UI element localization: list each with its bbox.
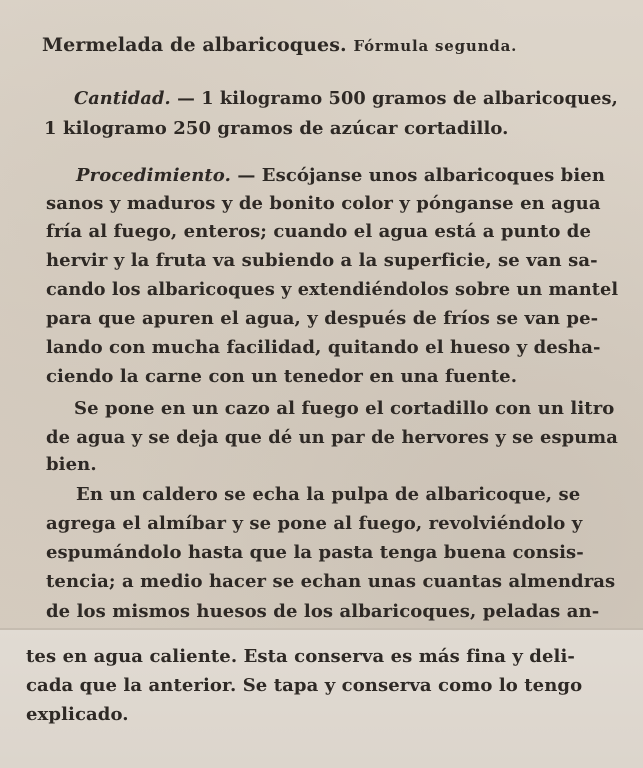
paragraph2-line-1: Se pone en un cazo al fuego el cortadillo con un litro: [74, 398, 615, 419]
paragraph3-line-7: cada que la anterior. Se tapa y conserva como lo tengo: [26, 675, 583, 696]
paragraph3-line-8: explicado.: [26, 704, 129, 725]
page-fold-divider: [0, 628, 643, 630]
procedimiento-line-4: hervir y la fruta va subiendo a la superficie, se van sa-: [46, 250, 598, 271]
procedimiento-line-3: fría al fuego, enteros; cuando el agua está a punto de: [46, 221, 592, 242]
procedimiento-line-6: para que apuren el agua, y después de fríos se van pe-: [46, 308, 599, 329]
paragraph2-line-2: de agua y se deja que dé un par de hervores y se espuma: [46, 427, 618, 448]
paragraph3-line-1: En un caldero se echa la pulpa de albaricoque, se: [76, 484, 581, 505]
procedimiento-line-7: lando con mucha facilidad, quitando el hueso y desha-: [46, 337, 601, 358]
procedimiento-label: Procedimiento.: [76, 165, 231, 186]
recipe-title: [42, 34, 517, 57]
paragraph3-line-5: de los mismos huesos de los albaricoques, peladas an-: [46, 601, 600, 622]
paragraph3-line-4: tencia; a medio hacer se echan unas cuantas almendras: [46, 571, 616, 592]
paragraph3-line-3: espumándolo hasta que la pasta tenga buena consis-: [46, 542, 584, 563]
procedimiento-line-5: cando los albaricoques y extendiéndolos sobre un mantel: [46, 279, 619, 300]
cantidad-line-1: [74, 88, 618, 110]
paragraph3-line-2: agrega el almíbar y se pone al fuego, revolviéndolo y: [46, 513, 583, 534]
cantidad-line-2: 1 kilogramo 250 gramos de azúcar cortadillo.: [44, 118, 509, 139]
recipe-title-subtitle: Fórmula segunda.: [353, 37, 518, 55]
procedimiento-line-1: [76, 165, 605, 187]
cantidad-label: Cantidad.: [74, 88, 171, 109]
procedimiento-line-8: ciendo la carne con un tenedor en una fuente.: [46, 366, 518, 387]
paragraph3-line-6: tes en agua caliente. Esta conserva es más fina y deli-: [26, 646, 575, 667]
paragraph2-line-3: bien.: [46, 454, 97, 475]
procedimiento-line-2: sanos y maduros y de bonito color y pónganse en agua: [46, 193, 601, 214]
recipe-title-main: Mermelada de albaricoques.: [42, 34, 347, 56]
procedimiento-text-1: — Escójanse unos albaricoques bien: [230, 165, 606, 186]
cantidad-text-1: — 1 kilogramo 500 gramos de albaricoques,: [170, 88, 618, 109]
